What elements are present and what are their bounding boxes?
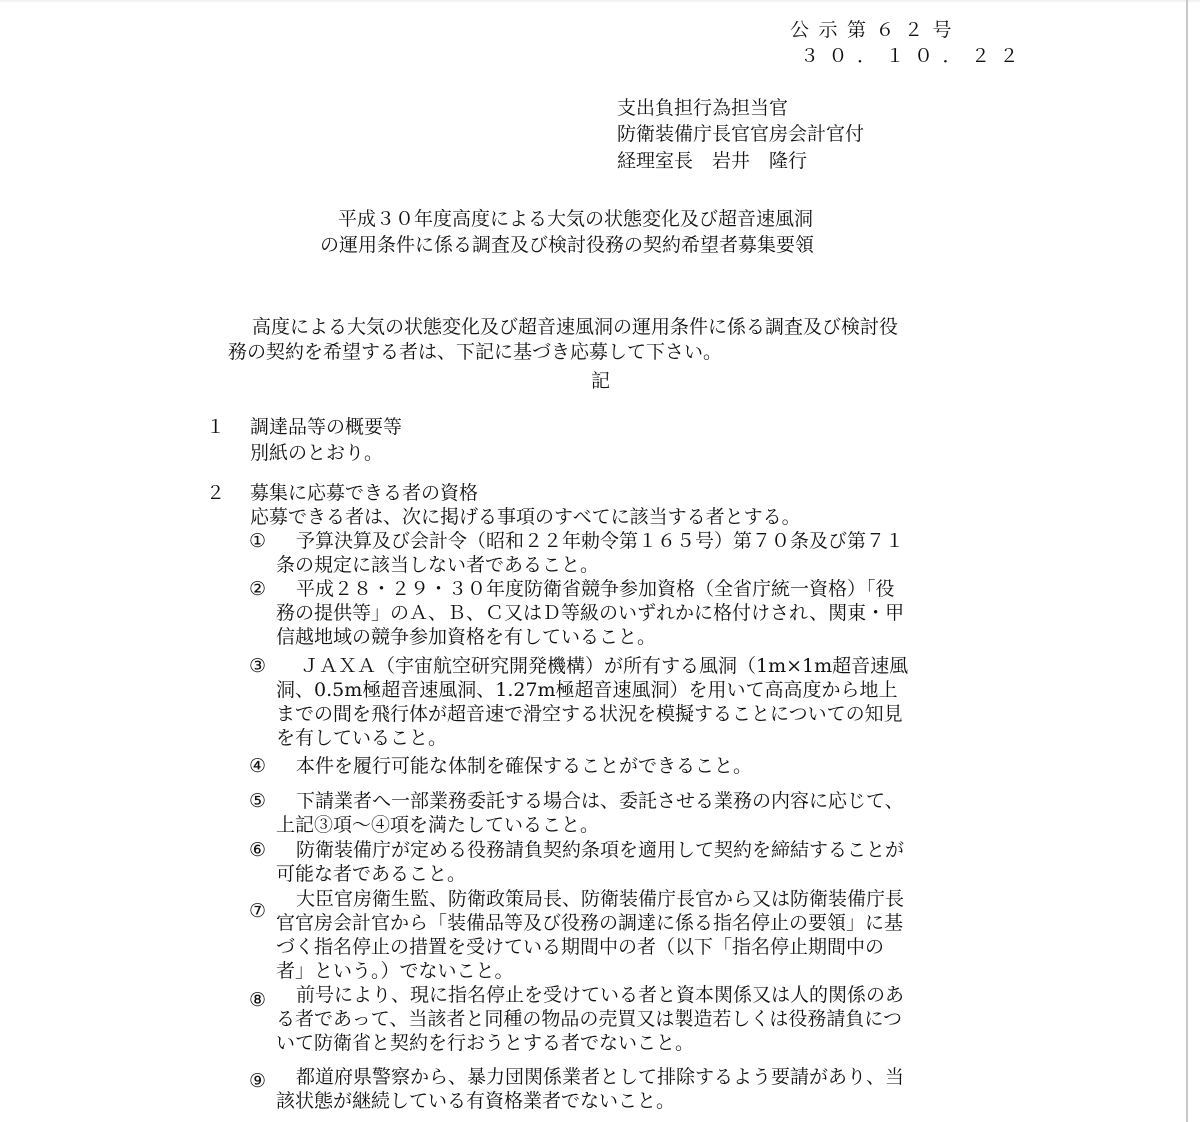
item-2-line2: 務の提供等」のＡ、Ｂ、Ｃ又はＤ等級のいずれかに格付けされ、関東・甲 — [276, 602, 905, 624]
notice-number: 公示第６２号 — [790, 19, 962, 41]
document-title-line2: の運用条件に係る調査及び検討役務の契約希望者募集要領 — [320, 234, 815, 256]
item-7-line2: 官官房会計官から「装備品等及び役務の調達に係る指名停止の要領」に基 — [276, 912, 904, 934]
item-7-line3: づく指名停止の措置を受けている期間中の者（以下「指名停止期間中の — [276, 936, 885, 958]
section-1-body: 別紙のとおり。 — [250, 442, 384, 464]
item-7-line1: 大臣官房衛生監、防衛政策局長、防衛装備庁長官から又は防衛装備庁長 — [296, 888, 905, 910]
intro-line2: 務の契約を希望する者は、下記に基づき応募して下さい。 — [228, 341, 723, 363]
item-5-line2: 上記③項～④項を満たしていること。 — [276, 814, 600, 836]
item-9-line2: 該状態が継続している有資格業者でないこと。 — [276, 1090, 676, 1112]
ki-heading: 記 — [591, 370, 611, 392]
item-3-line1: ＪＡＸＡ（宇宙航空研究開発機構）が所有する風洞（1m×1m超音速風 — [300, 655, 909, 677]
item-7-mark: ⑦ — [249, 900, 267, 922]
issuer-name: 経理室長 岩井 隆行 — [617, 150, 808, 172]
item-6-mark: ⑥ — [249, 839, 267, 861]
intro-line1: 高度による大気の状態変化及び超音速風洞の運用条件に係る調査及び検討役 — [252, 316, 899, 338]
item-9-line1: 都道府県警察から、暴力団関係業者として排除するよう要請があり、当 — [296, 1066, 905, 1088]
item-3-line3: までの間を飛行体が超音速で滑空する状況を模擬することについての知見 — [276, 703, 903, 725]
document-title-line1: 平成３０年度高度による大気の状態変化及び超音速風洞 — [338, 208, 814, 230]
item-6-line1: 防衛装備庁が定める役務請負契約条項を適用して契約を締結することが — [296, 839, 905, 861]
section-2-heading: 募集に応募できる者の資格 — [250, 482, 479, 504]
issuer-title: 支出負担行為担当官 — [617, 97, 789, 119]
item-3-mark: ③ — [249, 655, 267, 677]
item-8-line2: る者であって、当該者と同種の物品の売買又は製造若しくは役務請負につ — [276, 1008, 903, 1030]
item-3-line2: 洞、0.5m極超音速風洞、1.27m極超音速風洞）を用いて高高度から地上 — [276, 679, 898, 701]
item-2-line1: 平成２８・２９・３０年度防衛省競争参加資格（全省庁統一資格）「役 — [296, 578, 895, 600]
item-8-mark: ⑧ — [249, 989, 267, 1011]
item-7-line4: 者」という。）でないこと。 — [276, 960, 514, 982]
section-2-number: ２ — [206, 482, 226, 504]
issuer-office: 防衛装備庁長官官房会計官付 — [617, 123, 865, 145]
item-5-line1: 下請業者へ一部業務委託する場合は、委託させる業務の内容に応じて、 — [296, 790, 904, 812]
page-right-edge — [1186, 0, 1188, 1122]
item-1-line1: 予算決算及び会計令（昭和２２年勅令第１６５号）第７０条及び第７１ — [296, 530, 905, 552]
page-top-edge — [0, 0, 1200, 3]
item-2-mark: ② — [249, 578, 267, 600]
item-8-line3: いて防衛省と契約を行おうとする者でないこと。 — [276, 1032, 695, 1054]
item-4-mark: ④ — [249, 755, 267, 777]
item-1-line2: 条の規定に該当しない者であること。 — [276, 554, 600, 576]
item-4-line1: 本件を履行可能な体制を確保することができること。 — [296, 755, 753, 777]
section-1-number: １ — [206, 416, 226, 438]
section-1-heading: 調達品等の概要等 — [250, 416, 403, 438]
item-1-mark: ① — [249, 530, 267, 552]
item-3-line4: を有していること。 — [276, 727, 448, 749]
item-6-line2: 可能な者であること。 — [276, 863, 467, 885]
notice-date: ３０．１０．２２ — [800, 45, 1029, 67]
item-2-line3: 信越地域の競争参加資格を有していること。 — [276, 626, 657, 648]
item-8-line1: 前号により、現に指名停止を受けている者と資本関係又は人的関係のあ — [296, 984, 905, 1006]
item-5-mark: ⑤ — [249, 790, 267, 812]
item-9-mark: ⑨ — [249, 1070, 267, 1092]
section-2-body: 応募できる者は、次に掲げる事項のすべてに該当する者とする。 — [250, 506, 801, 528]
